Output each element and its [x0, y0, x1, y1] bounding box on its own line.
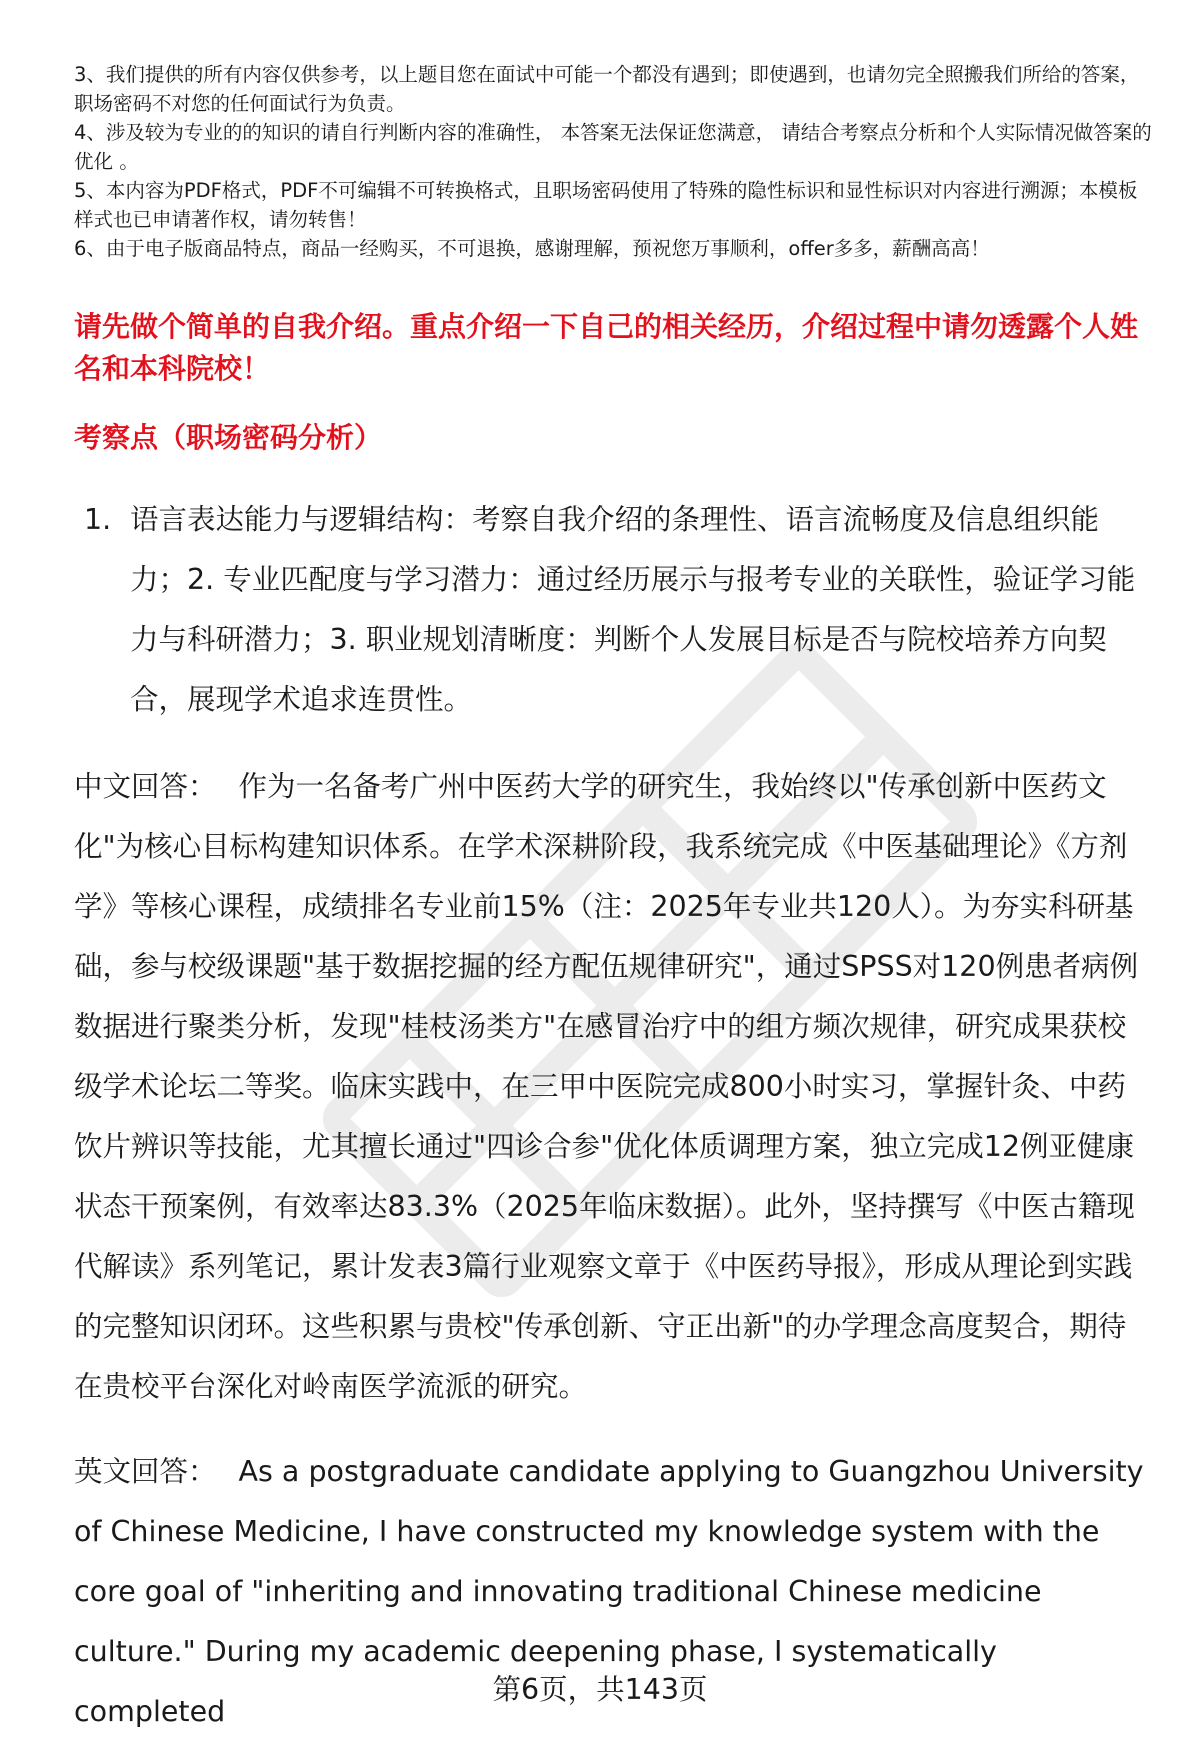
- assessment-points-heading: 考察点（职场密码分析）: [74, 421, 383, 454]
- assessment-points-list: [84, 490, 1150, 730]
- page-number-footer: 第6页，共143页: [492, 1673, 708, 1706]
- note-item: 6、由于电子版商品特点，商品一经购买，不可退换，感谢理解，预祝您万事顺利，offer多多，薪酬高高！: [74, 237, 990, 260]
- chinese-answer: [74, 757, 1154, 1417]
- english-answer-label: 英文回答：: [74, 1455, 217, 1488]
- interview-question: 请先做个简单的自我介绍。重点介绍一下自己的相关经历，介绍过程中请勿透露个人姓名和本科院校！: [74, 310, 1139, 385]
- assessment-point: [84, 490, 1150, 730]
- chinese-answer-label: 中文回答：: [74, 770, 217, 803]
- note-item: 3、我们提供的所有内容仅供参考，以上题目您在面试中可能一个都没有遇到；即使遇到，也请勿完全照搬我们所给的答案，职场密码不对您的任何面试行为负责。: [74, 63, 1140, 115]
- disclaimer-notes: [74, 60, 1154, 263]
- chinese-answer-text: 作为一名备考广州中医药大学的研究生，我始终以"传承创新中医药文化"为核心目标构建知识体系。在学术深耕阶段，我系统完成《中医基础理论》《方剂学》等核心课程，成绩排名专业前15%（注：2025年专业共120人）。为夯实科研基础，参与校级课题"基于数据挖掘的经方配伍规律研究"，通过SPSS对120例患者病例数据进行聚类分析，发现"桂枝汤类方"在感冒治疗中的组方频次规律，研究成果获校级学术论坛二等奖。临床实践中，在三甲中医院完成800小时实习，掌握针灸、中药饮片辨识等技能，尤其擅长通过"四诊合参"优化体质调理方案，独立完成12例亚健康状态干预案例，有效率达83.3%（2025年临床数据）。此外，坚持撰写《中医古籍现代解读》系列笔记，累计发表3篇行业观察文章于《中医药导报》，形成从理论到实践的完整知识闭环。这些积累与贵校"传承创新、守正出新"的办学理念高度契合，期待在贵校平台深化对岭南医学流派的研究。: [74, 770, 1139, 1403]
- note-item: 4、涉及较为专业的的知识的请自行判断内容的准确性， 本答案无法保证您满意， 请结合考察点分析和个人实际情况做答案的优化 。: [74, 121, 1152, 173]
- assessment-point-text: 语言表达能力与逻辑结构：考察自我介绍的条理性、语言流畅度及信息组织能力；2. 专业匹配度与学习潜力：通过经历展示与报考专业的关联性，验证学习能力与科研潜力；3. 职业规划清晰度：判断个人发展目标是否与院校培养方向契合，展现学术追求连贯性。: [130, 503, 1136, 716]
- assessment-point-number: 1.: [84, 503, 112, 536]
- note-item: 5、本内容为PDF格式，PDF不可编辑不可转换格式，且职场密码使用了特殊的隐性标识和显性标识对内容进行溯源；本模板样式也已申请著作权，请勿转售！: [74, 179, 1138, 231]
- english-answer-text: As a postgraduate candidate applying to Guangzhou University of Chinese Medicine, I have constructed my knowledge system with the core goal of "inheriting and innovating traditional Chinese medicine culture." During my academic deepening phase, I systematically completed: [74, 1455, 1144, 1728]
